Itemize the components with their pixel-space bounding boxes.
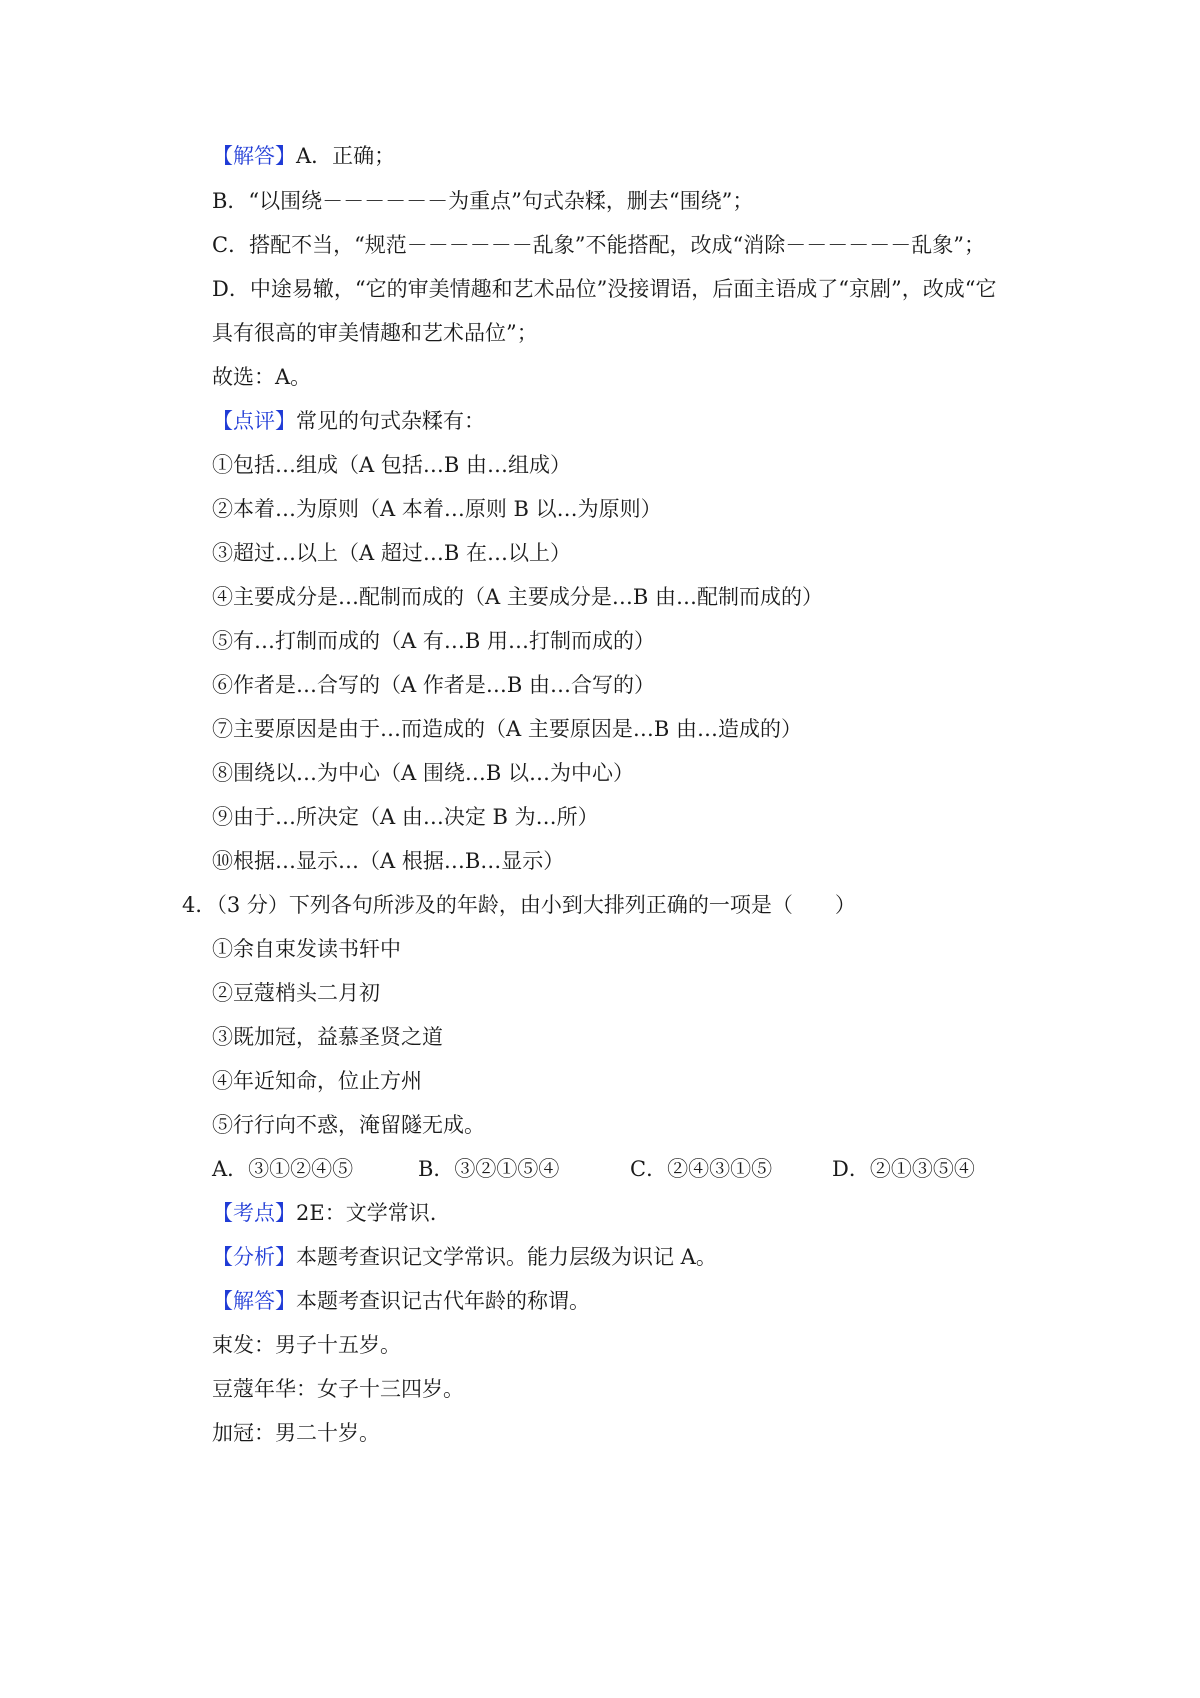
answer-line-a — [212, 141, 1032, 171]
comment-item: ④主要成分是…配制而成的（A 主要成分是…B 由…配制而成的） — [212, 585, 823, 609]
answer-conclusion: 故选：A。 — [212, 365, 312, 389]
comment-item: ⑧围绕以…为中心（A 围绕…B 以…为中心） — [212, 761, 634, 785]
fenxi-text: 本题考查识记文学常识。能力层级为识记 A。 — [296, 1245, 717, 1269]
answer-a-text: A．正确； — [296, 144, 396, 168]
comment-item: ②本着…为原则（A 本着…原则 B 以…为原则） — [212, 497, 662, 521]
jieda-line — [212, 1286, 1032, 1316]
comment-item: ①包括…组成（A 包括…B 由…组成） — [212, 453, 571, 477]
age-fact: 加冠：男二十岁。 — [212, 1421, 380, 1445]
comment-item: ⑩根据…显示…（A 根据…B…显示） — [212, 849, 565, 873]
comment-item: ⑦主要原因是由于…而造成的（A 主要原因是…B 由…造成的） — [212, 717, 802, 741]
comment-item: ③超过…以上（A 超过…B 在…以上） — [212, 541, 571, 565]
kaodian-line — [212, 1198, 1032, 1228]
comment-item: ⑨由于…所决定（A 由…决定 B 为…所） — [212, 805, 599, 829]
question-4-stem: 4．（3 分）下列各句所涉及的年龄，由小到大排列正确的一项是（ ） — [182, 893, 856, 917]
question-sentence: ④年近知命，位止方州 — [212, 1069, 422, 1093]
answer-line-d1: D．中途易辙，“它的审美情趣和艺术品位”没接谓语，后面主语成了“京剧”，改成“它 — [212, 277, 997, 301]
fenxi-tag: 【分析】 — [212, 1245, 296, 1269]
comment-item: ⑥作者是…合写的（A 作者是…B 由…合写的） — [212, 673, 655, 697]
option-c: C．②④③①⑤ — [630, 1157, 773, 1181]
kaodian-text: 2E：文学常识. — [296, 1201, 437, 1225]
option-d: D．②①③⑤④ — [832, 1157, 975, 1181]
question-sentence: ①余自束发读书轩中 — [212, 937, 401, 961]
comment-tag: 【点评】 — [212, 409, 296, 433]
jieda-tag: 【解答】 — [212, 1289, 296, 1313]
answer-options — [212, 1154, 1032, 1184]
jieda-text: 本题考查识记古代年龄的称谓。 — [296, 1289, 590, 1313]
question-sentence: ②豆蔻梢头二月初 — [212, 981, 380, 1005]
age-fact: 豆蔻年华：女子十三四岁。 — [212, 1377, 464, 1401]
comment-intro: 常见的句式杂糅有： — [296, 409, 485, 433]
comment-item: ⑤有…打制而成的（A 有…B 用…打制而成的） — [212, 629, 655, 653]
answer-tag: 【解答】 — [212, 144, 296, 168]
comment-line — [212, 406, 1032, 436]
option-a: A．③①②④⑤ — [212, 1157, 354, 1181]
question-sentence: ③既加冠，益慕圣贤之道 — [212, 1025, 443, 1049]
kaodian-tag: 【考点】 — [212, 1201, 296, 1225]
answer-line-c: C．搭配不当，“规范－－－－－－乱象”不能搭配，改成“消除－－－－－－乱象”； — [212, 233, 986, 257]
answer-line-d2: 具有很高的审美情趣和艺术品位”； — [212, 321, 538, 345]
age-fact: 束发：男子十五岁。 — [212, 1333, 401, 1357]
fenxi-line — [212, 1242, 1032, 1272]
option-b: B．③②①⑤④ — [418, 1157, 560, 1181]
question-sentence: ⑤行行向不惑，淹留隧无成。 — [212, 1113, 485, 1137]
answer-line-b: B．“以围绕－－－－－－为重点”句式杂糅，删去“围绕”； — [212, 189, 754, 213]
